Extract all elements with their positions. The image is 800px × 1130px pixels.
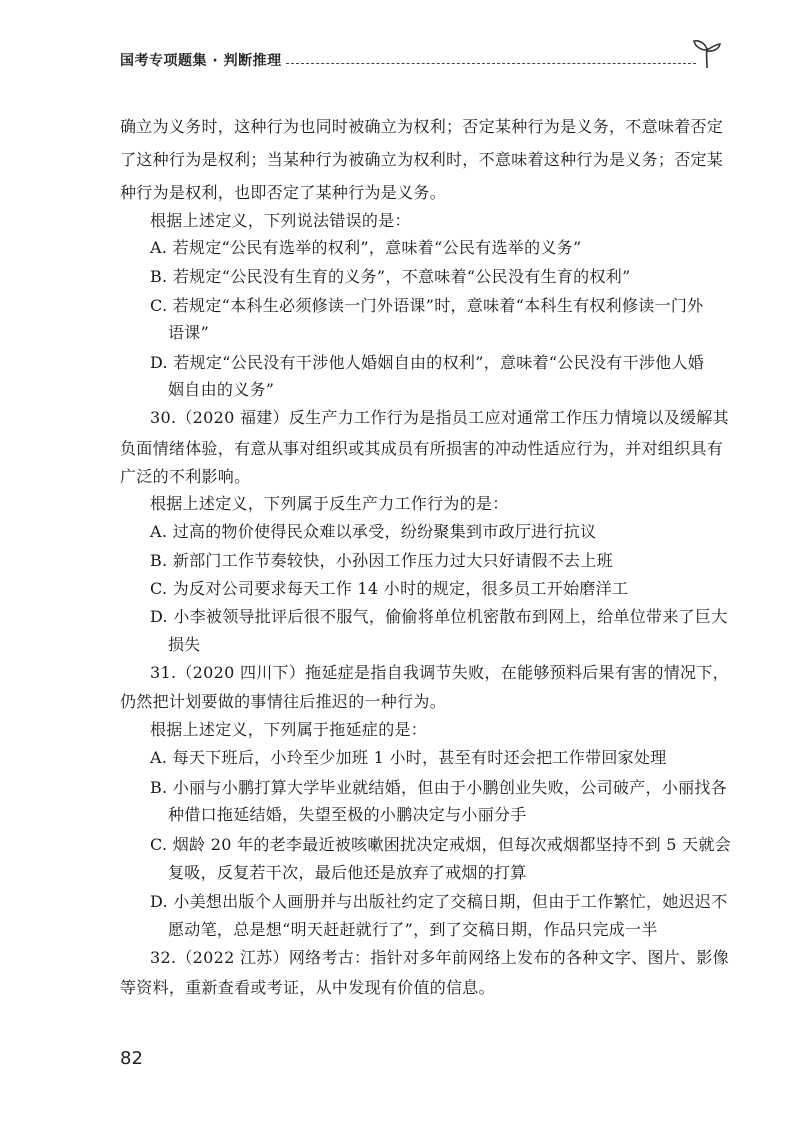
page-number: 82 — [120, 1048, 143, 1069]
header-divider — [286, 63, 696, 64]
option-d-cont: 损失 — [168, 635, 201, 654]
text-line: 确立为义务时，这种行为也同时被确立为权利；否定某种行为是义务，不意味着否定 — [120, 117, 724, 136]
question-prompt: 根据上述定义，下列属于拖延症的是： — [150, 720, 428, 739]
text-line: 等资料，重新查看或考证，从中发现有价值的信息。 — [120, 978, 495, 997]
question-31-heading: 31.（2020 四川下）拖延症是指自我调节失败，在能够预料后果有害的情况下， — [150, 663, 729, 682]
option-b: B. 小丽与小鹏打算大学毕业就结婚，但由于小鹏创业失败，公司破产，小丽找各 — [150, 778, 728, 797]
option-b-cont: 种借口拖延结婚，失望至极的小鹏决定与小丽分手 — [168, 805, 527, 824]
option-d-cont: 愿动笔，总是想“明天赶赶就行了”，到了交稿日期，作品只完成一半 — [168, 920, 658, 939]
option-d-cont: 姻自由的义务” — [168, 380, 275, 399]
option-d: D. 小美想出版个人画册并与出版社约定了交稿日期，但由于工作繁忙，她迟迟不 — [150, 892, 728, 911]
option-b: B. 若规定“公民没有生育的义务”，不意味着“公民没有生育的权利” — [150, 267, 631, 286]
text-line: 仍然把计划要做的事情往后推迟的一种行为。 — [120, 692, 447, 711]
question-32-heading: 32.（2022 江苏）网络考古：指针对多年前网络上发布的各种文字、图片、影像 — [150, 948, 729, 967]
text-line: 种行为是权利，也即否定了某种行为是义务。 — [120, 183, 447, 202]
question-prompt: 根据上述定义，下列属于反生产力工作行为的是： — [150, 494, 509, 513]
sprout-icon — [690, 38, 724, 70]
option-c: C. 为反对公司要求每天工作 14 小时的规定，很多员工开始磨洋工 — [150, 579, 629, 598]
text-line: 广泛的不利影响。 — [120, 467, 251, 486]
option-a: A. 过高的物价使得民众难以承受，纷纷聚集到市政厅进行抗议 — [150, 522, 597, 541]
text-line: 负面情绪体验，有意从事对组织或其成员有所损害的冲动性适应行为，并对组织具有 — [120, 439, 724, 458]
option-a: A. 若规定“公民有选举的权利”，意味着“公民有选举的义务” — [150, 238, 582, 257]
option-c-cont: 复吸，反复若干次，最后他还是放弃了戒烟的打算 — [168, 863, 527, 882]
option-c: C. 若规定“本科生必须修读一门外语课”时，意味着“本科生有权利修读一门外 — [150, 296, 704, 315]
option-c: C. 烟龄 20 年的老李最近被咳嗽困扰决定戒烟，但每次戒烟都坚持不到 5 天就会 — [150, 835, 732, 854]
question-30-heading: 30.（2020 福建）反生产力工作行为是指员工应对通常工作压力情境以及缓解其 — [150, 408, 729, 427]
text-line: 了这种行为是权利；当某种行为被确立为权利时，不意味着这种行为是义务；否定某 — [120, 150, 724, 169]
header-title: 国考专项题集 · 判断推理 — [120, 53, 282, 69]
option-c-cont: 语课” — [168, 323, 210, 342]
question-prompt: 根据上述定义，下列说法错误的是： — [150, 211, 411, 230]
option-d: D. 小李被领导批评后很不服气，偷偷将单位机密散布到网上，给单位带来了巨大 — [150, 607, 728, 626]
option-d: D. 若规定“公民没有干涉他人婚姻自由的权利”，意味着“公民没有干涉他人婚 — [150, 353, 705, 372]
option-a: A. 每天下班后，小玲至少加班 1 小时，甚至有时还会把工作带回家处理 — [150, 748, 667, 767]
option-b: B. 新部门工作节奏较快，小孙因工作压力过大只好请假不去上班 — [150, 551, 613, 570]
